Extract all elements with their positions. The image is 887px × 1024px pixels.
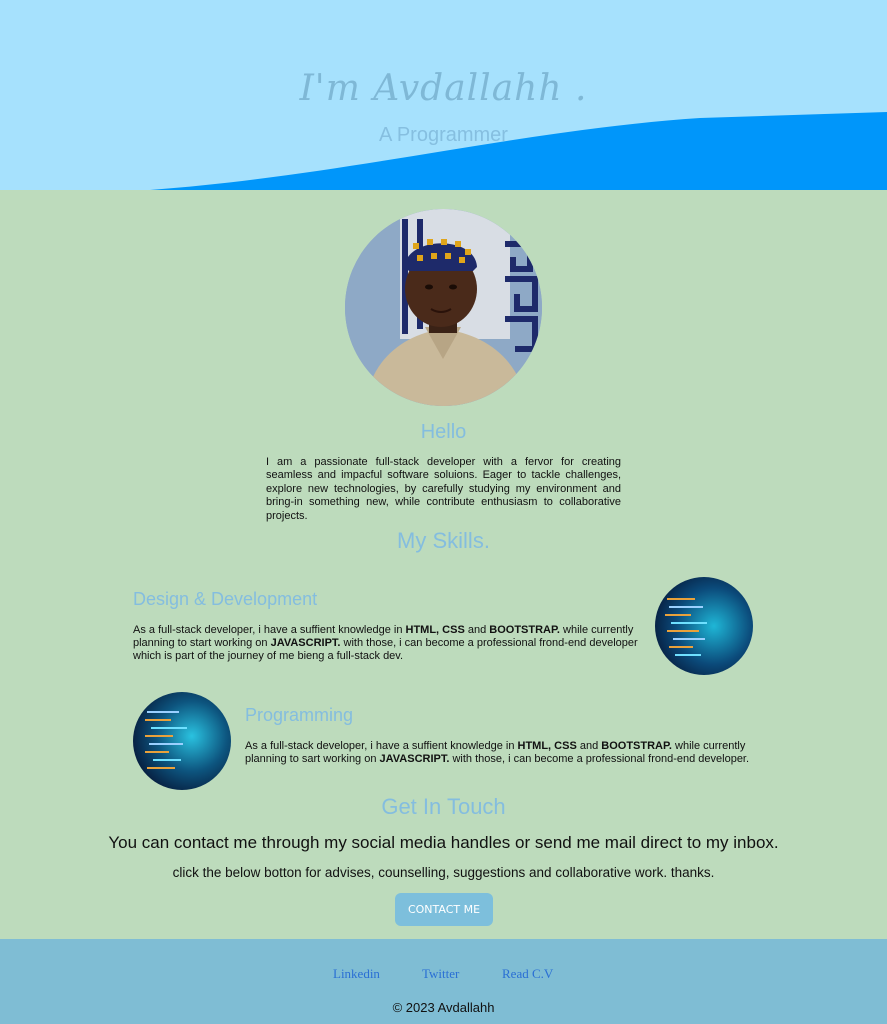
about-heading: Hello [420,421,467,443]
hero-header [0,0,887,190]
skills-heading: My Skills. [397,528,490,553]
profile-photo [345,209,542,406]
footer-link-linkedin[interactable]: Linkedin [333,966,380,981]
skill-text-design-development: As a full-stack developer, i have a suffient knowledge in HTML, CSS and BOOTSTRAP. while currently planning to start working on JAVASCRIPT. with those, i can become a professional frond-end developer which is part of the journey of me bieng a full-stack dev. [133,624,638,663]
contact-text-secondary: click the below botton for advises, counselling, suggestions and collaborative work. thanks. [172,865,715,880]
skill-text-programming: As a full-stack developer, i have a suffient knowledge in HTML, CSS and BOOTSTRAP. while currently planning to sart working on JAVASCRIPT. with those, i can become a professional frond-end developer. [245,740,750,766]
contact-text-primary: You can contact me through my social media handles or send me mail direct to my inbox. [108,833,779,852]
code-image-design [655,577,753,675]
footer-link-read-cv[interactable]: Read C.V [502,966,554,981]
code-image-programming [133,692,231,790]
skill-title-design-development: Design & Development [133,589,318,609]
hero-subtitle: A Programmer [379,124,508,146]
about-text: I am a passionate full-stack developer with a fervor for creating seamless and impacful software soluions. Eager to tackle challenges, explore new technologies, by carefully studying my environment and bring-in something new, while contribute enthusiasm to collaborative projects. [266,456,621,522]
hero-title: I'm Avdallahh . [299,68,588,109]
contact-heading: Get In Touch [381,794,506,819]
copyright-text: © 2023 Avdallahh [392,1000,495,1015]
skill-title-programming: Programming [245,705,354,725]
footer [0,939,887,1024]
contact-me-button[interactable]: CONTACT ME [395,893,493,926]
footer-link-twitter[interactable]: Twitter [422,966,460,981]
